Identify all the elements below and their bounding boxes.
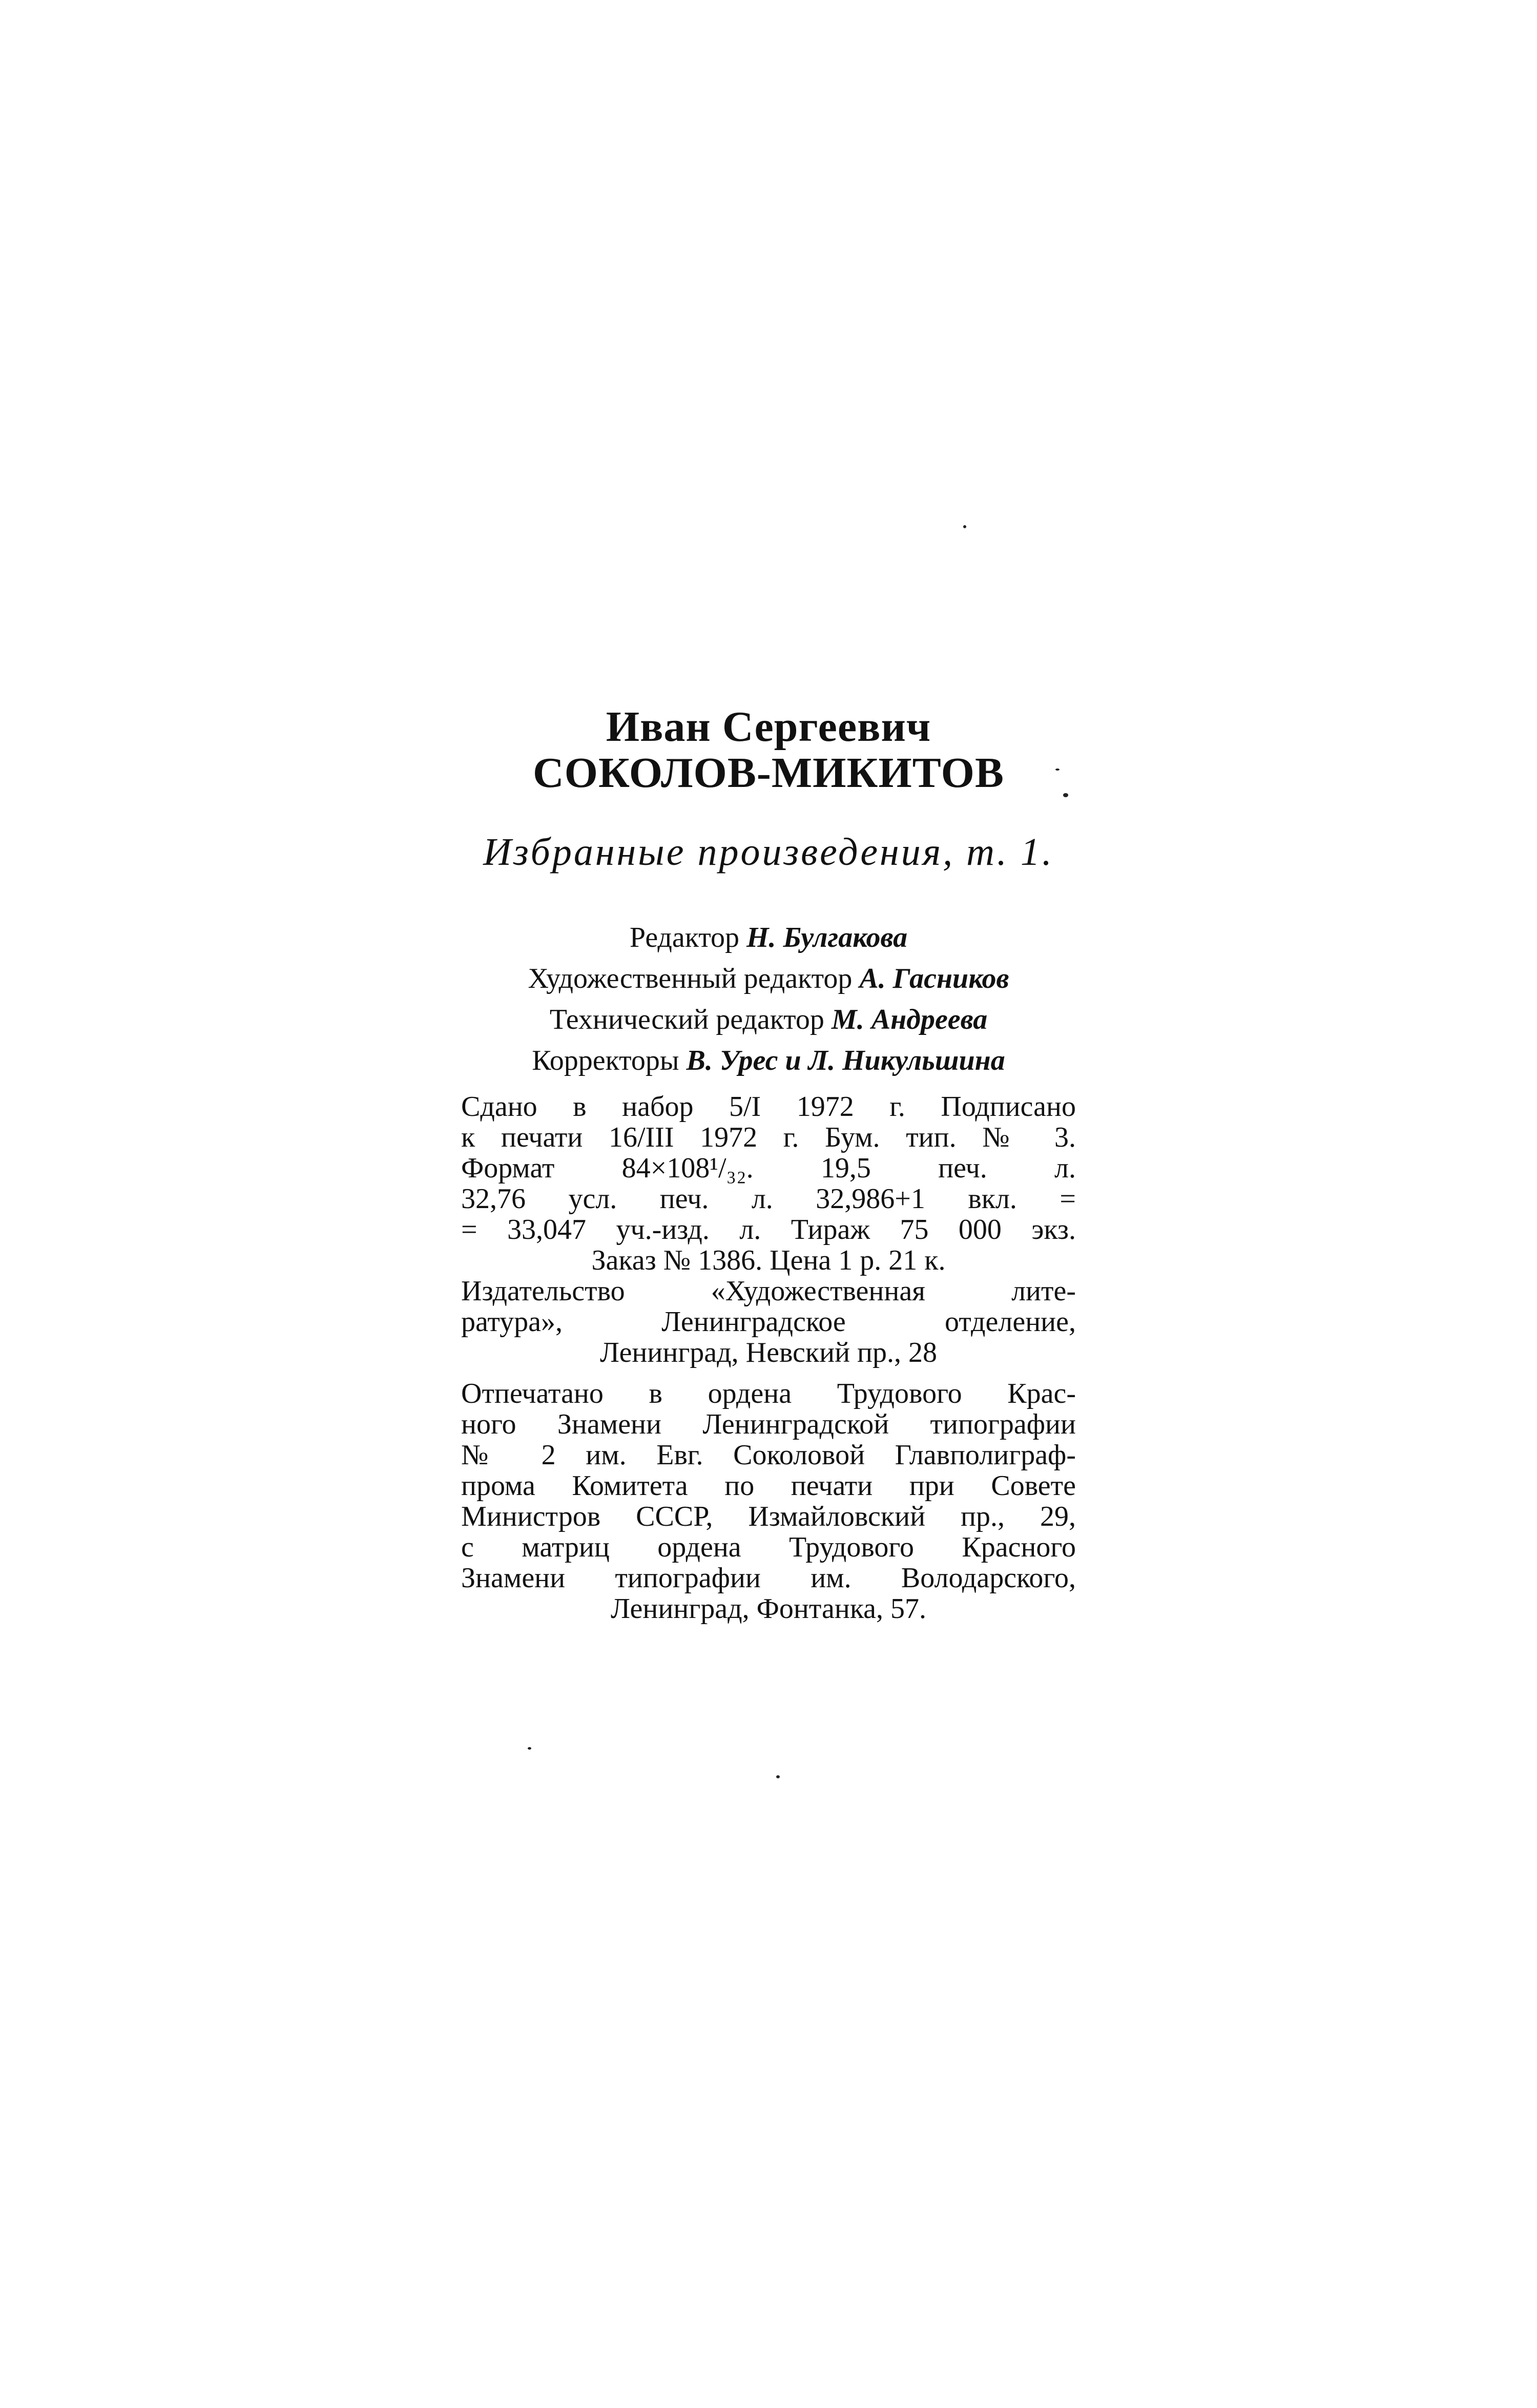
credit-line xyxy=(461,917,1076,958)
printer-line: Знамени типографии им. Володарского, xyxy=(461,1562,1076,1594)
publisher-line: ратура», Ленинградское отделение, xyxy=(461,1306,1076,1338)
credit-name: Н. Булгакова xyxy=(746,922,908,953)
printer-line: № 2 им. Евг. Соколовой Главполиграф- xyxy=(461,1439,1076,1471)
credit-line xyxy=(461,999,1076,1040)
printer-block xyxy=(461,1378,1076,1624)
publisher-line: Издательство «Художественная лите- xyxy=(461,1275,1076,1307)
credit-role: Редактор xyxy=(629,922,739,953)
author-first-names: Иван Сергеевич xyxy=(606,703,931,751)
printer-line: с матриц ордена Трудового Красного xyxy=(461,1531,1076,1563)
credits-list xyxy=(461,917,1076,1081)
print-speck xyxy=(776,1775,780,1778)
credit-name: М. Андреева xyxy=(831,1004,988,1035)
credit-role: Технический редактор xyxy=(549,1004,824,1035)
print-speck xyxy=(528,1747,531,1750)
print-data-line: Сдано в набор 5/I 1972 г. Подписано xyxy=(461,1091,1076,1123)
credit-line xyxy=(461,1040,1076,1081)
print-data-line: Заказ № 1386. Цена 1 р. 21 к. xyxy=(591,1244,946,1276)
print-data-block xyxy=(461,1091,1076,1276)
print-data-line: 32,76 усл. печ. л. 32,986+1 вкл. = xyxy=(461,1183,1076,1215)
author-surname: СОКОЛОВ-МИКИТОВ xyxy=(532,749,1005,797)
printer-line: Ленинград, Фонтанка, 57. xyxy=(610,1593,927,1625)
credit-name: В. Урес и Л. Никульшина xyxy=(686,1045,1005,1076)
print-data-line: Формат 84×108¹/₃₂. 19,5 печ. л. xyxy=(461,1152,1076,1184)
work-title: Избранные произведения, т. 1. xyxy=(483,831,1054,874)
credit-name: А. Гасников xyxy=(859,963,1009,994)
printer-line: Отпечатано в ордена Трудового Крас- xyxy=(461,1378,1076,1409)
credit-line xyxy=(461,958,1076,999)
printer-line: Министров СССР, Измайловский пр., 29, xyxy=(461,1501,1076,1532)
publisher-block xyxy=(461,1276,1076,1368)
printer-line: прома Комитета по печати при Совете xyxy=(461,1470,1076,1502)
print-data-line: к печати 16/III 1972 г. Бум. тип. № 3. xyxy=(461,1122,1076,1153)
print-data-line: = 33,047 уч.-изд. л. Тираж 75 000 экз. xyxy=(461,1214,1076,1245)
credit-role: Художественный редактор xyxy=(528,963,853,994)
credit-role: Корректоры xyxy=(532,1045,679,1076)
publisher-line: Ленинград, Невский пр., 28 xyxy=(599,1337,938,1368)
print-speck xyxy=(963,525,966,528)
printer-line: ного Знамени Ленинградской типографии xyxy=(461,1408,1076,1440)
